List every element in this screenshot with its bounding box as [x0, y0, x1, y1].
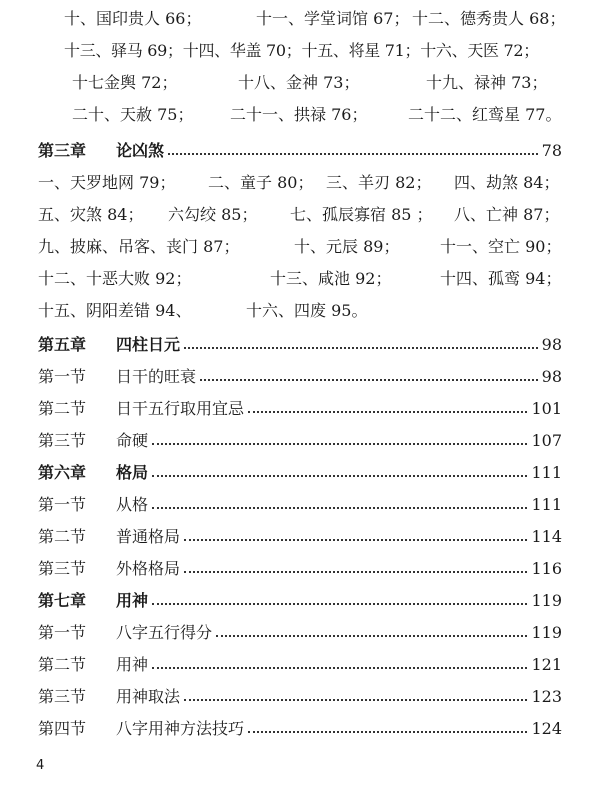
- entry-line: [0, 8, 600, 30]
- toc-chapter-row: [38, 590, 562, 612]
- page-ref: 119: [531, 591, 562, 610]
- entry-line: [0, 172, 600, 194]
- section-number: 第二节: [38, 655, 87, 674]
- leader-dots: [184, 347, 538, 349]
- page-ref: 123: [531, 687, 562, 706]
- toc-entry: 七、孤辰寡宿 85 ；: [290, 205, 433, 224]
- leader-dots: [200, 379, 538, 381]
- entry-line: [0, 40, 600, 62]
- section-number: 第三节: [38, 559, 87, 578]
- toc-section-row: [38, 526, 562, 548]
- toc-section-row: [38, 366, 562, 388]
- leader-dots: [184, 539, 527, 541]
- section-number: 第一节: [38, 623, 87, 642]
- toc-section-row: [38, 430, 562, 452]
- page-ref: 98: [541, 335, 562, 354]
- toc-entry: 十八、金神 73；: [238, 73, 360, 92]
- toc-entry: 十三、驿马 69；十四、华盖 70；十五、将星 71；十六、天医 72；: [64, 41, 539, 60]
- leader-dots: [152, 443, 527, 445]
- section-title: 日干的旺衰: [116, 367, 197, 386]
- page-ref: 111: [531, 463, 562, 482]
- page-number: 4: [36, 758, 45, 773]
- page-ref: 78: [541, 141, 562, 160]
- toc-section-row: [38, 622, 562, 644]
- toc-entry: 四、劫煞 84；: [454, 173, 560, 192]
- section-title: 八字用神方法技巧: [116, 719, 245, 738]
- toc-entry: 十一、学堂词馆 67；: [256, 9, 410, 28]
- section-number: 第三节: [38, 687, 87, 706]
- leader-dots: [168, 153, 538, 155]
- toc-section-row: [38, 558, 562, 580]
- chapter-title: 论凶煞: [116, 141, 165, 160]
- page-ref: 98: [541, 367, 562, 386]
- chapter-number: 第五章: [38, 335, 87, 354]
- toc-entry: 五、灾煞 84；: [38, 205, 144, 224]
- toc-section-row: [38, 686, 562, 708]
- entry-line: [0, 300, 600, 322]
- toc-section-row: [38, 398, 562, 420]
- toc-entry: 六勾绞 85；: [168, 205, 258, 224]
- entry-line: [0, 236, 600, 258]
- toc-entry: 十、元辰 89；: [294, 237, 400, 256]
- chapter-title: 格局: [116, 463, 149, 482]
- toc-entry: 九、披麻、吊客、丧门 87；: [38, 237, 240, 256]
- leader-dots: [152, 603, 527, 605]
- chapter-number: 第三章: [38, 141, 87, 160]
- entry-line: [0, 104, 600, 126]
- section-title: 普通格局: [116, 527, 181, 546]
- page-ref: 119: [531, 623, 562, 642]
- toc-entry: 十二、十恶大败 92；: [38, 269, 192, 288]
- section-title: 日干五行取用宜忌: [116, 399, 245, 418]
- page-ref: 114: [531, 527, 562, 546]
- section-title: 用神: [116, 655, 149, 674]
- toc-entry: 十五、阴阳差错 94、: [38, 301, 192, 320]
- page-ref: 111: [531, 495, 562, 514]
- leader-dots: [152, 475, 527, 477]
- section-number: 第三节: [38, 431, 87, 450]
- toc-chapter-row: [38, 140, 562, 162]
- section-number: 第四节: [38, 719, 87, 738]
- section-title: 外格格局: [116, 559, 181, 578]
- section-title: 用神取法: [116, 687, 181, 706]
- toc-entry: 二十、天赦 75；: [72, 105, 194, 124]
- toc-entry: 二十一、拱禄 76；: [230, 105, 368, 124]
- toc-section-row: [38, 494, 562, 516]
- section-number: 第一节: [38, 495, 87, 514]
- toc-entry: 十、国印贵人 66；: [64, 9, 202, 28]
- toc-entry: 二十二、红鸾星 77。: [408, 105, 562, 124]
- toc-chapter-row: [38, 462, 562, 484]
- leader-dots: [184, 571, 527, 573]
- leader-dots: [248, 411, 527, 413]
- chapter-title: 用神: [116, 591, 149, 610]
- chapter-title: 四柱日元: [116, 335, 181, 354]
- toc-entry: 十四、孤鸾 94；: [440, 269, 562, 288]
- toc-entry: 十一、空亡 90；: [440, 237, 562, 256]
- section-title: 从格: [116, 495, 149, 514]
- toc-entry: 三、羊刃 82；: [326, 173, 432, 192]
- section-number: 第二节: [38, 527, 87, 546]
- toc-entry: 十九、禄神 73；: [426, 73, 548, 92]
- entry-line: [0, 72, 600, 94]
- entry-line: [0, 204, 600, 226]
- toc-entry: 二、童子 80；: [208, 173, 314, 192]
- leader-dots: [248, 731, 527, 733]
- page-ref: 121: [531, 655, 562, 674]
- page-ref: 124: [531, 719, 562, 738]
- section-title: 命硬: [116, 431, 149, 450]
- leader-dots: [216, 635, 527, 637]
- page-ref: 116: [531, 559, 562, 578]
- section-number: 第二节: [38, 399, 87, 418]
- leader-dots: [152, 507, 527, 509]
- page-ref: 101: [531, 399, 562, 418]
- section-number: 第一节: [38, 367, 87, 386]
- toc-entry: 一、天罗地网 79；: [38, 173, 176, 192]
- entry-line: [0, 268, 600, 290]
- toc-entry: 十三、咸池 92；: [270, 269, 392, 288]
- leader-dots: [152, 667, 527, 669]
- toc-entry: 十七金舆 72；: [72, 73, 178, 92]
- toc-section-row: [38, 718, 562, 740]
- toc-entry: 八、亡神 87；: [454, 205, 560, 224]
- chapter-number: 第六章: [38, 463, 87, 482]
- toc-chapter-row: [38, 334, 562, 356]
- toc-entry: 十二、德秀贵人 68；: [412, 9, 566, 28]
- toc-entry: 十六、四废 95。: [246, 301, 368, 320]
- toc-section-row: [38, 654, 562, 676]
- page-ref: 107: [531, 431, 562, 450]
- leader-dots: [184, 699, 527, 701]
- section-title: 八字五行得分: [116, 623, 213, 642]
- chapter-number: 第七章: [38, 591, 87, 610]
